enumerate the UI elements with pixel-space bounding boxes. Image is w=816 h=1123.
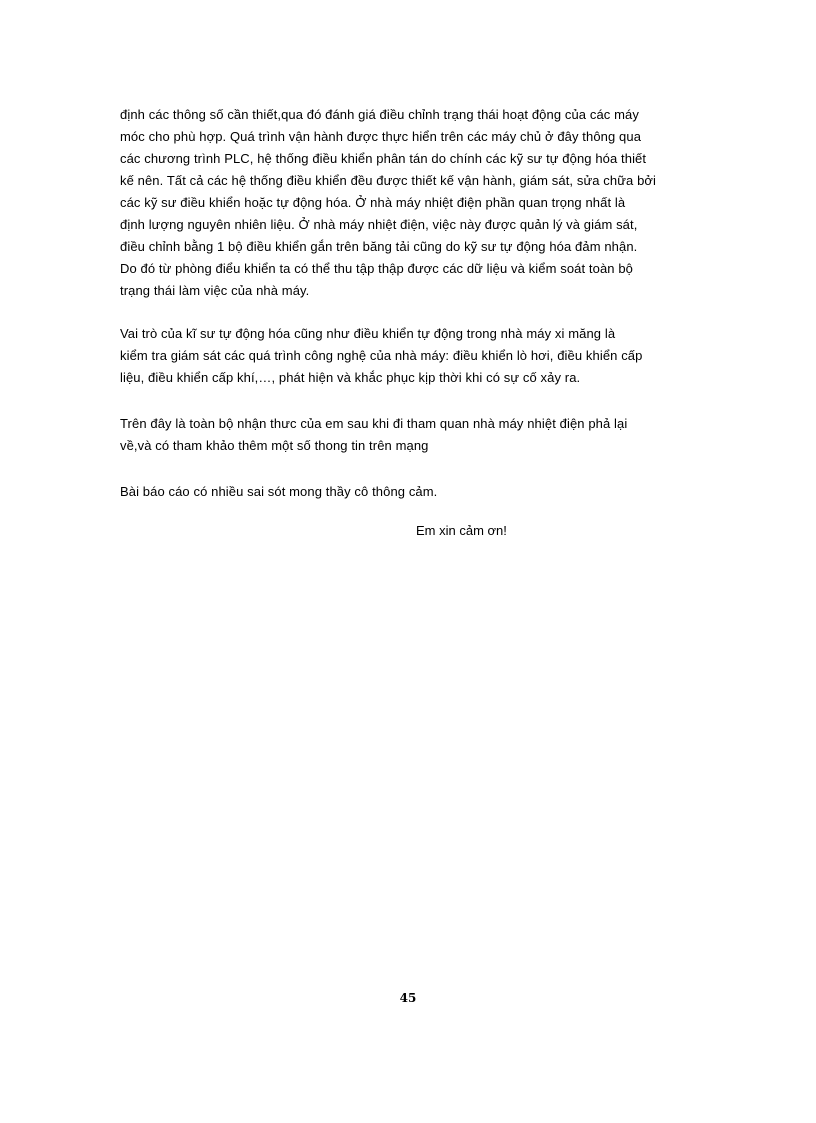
paragraph-line: Do đó từ phòng điểu khiển ta có thể thu tập thập được các dữ liệu và kiểm soát toàn bộ: [120, 261, 633, 276]
paragraph-line: Vai trò của kĩ sư tự động hóa cũng như điều khiển tự động trong nhà máy xi măng là: [120, 326, 616, 341]
paragraph-line: móc cho phù hợp. Quá trình vận hành được thực hiển trên các máy chủ ở đây thông qua: [120, 129, 642, 144]
paragraph-line: Bài báo cáo có nhiều sai sót mong thầy cô thông cảm.: [120, 484, 438, 499]
paragraph-engineer-role: [120, 323, 700, 389]
paragraph-line: Trên đây là toàn bộ nhận thưc của em sau khi đi tham quan nhà máy nhiệt điện phả lại: [120, 416, 628, 431]
paragraph-line: các kỹ sư điều khiển hoặc tự động hóa. Ở nhà máy nhiệt điện phần quan trọng nhất là: [120, 195, 626, 210]
page-number: 45: [399, 991, 417, 1005]
paragraph-line: kiểm tra giám sát các quá trình công nghệ của nhà máy: điều khiển lò hơi, điều khiển cấp: [120, 348, 643, 363]
closing-signature: Em xin cảm ơn!: [416, 523, 507, 538]
paragraph-line: kế nên. Tất cả các hệ thống điều khiển đều được thiết kế vận hành, giám sát, sửa chữa bởi: [120, 173, 657, 188]
paragraph-line: định các thông số cần thiết,qua đó đánh giá điều chỉnh trạng thái hoạt động của các máy: [120, 107, 639, 122]
paragraph-line: về,và có tham khảo thêm một số thong tin trên mạng: [120, 438, 429, 453]
paragraph-apology: [120, 481, 700, 503]
paragraph-line: liệu, điều khiển cấp khí,…, phát hiện và khắc phục kịp thời khi có sự cố xảy ra.: [120, 370, 581, 385]
paragraph-line: điều chỉnh bằng 1 bộ điều khiển gắn trên băng tải cũng do kỹ sư tự động hóa đảm nhận.: [120, 239, 638, 254]
paragraph-line: trạng thái làm việc của nhà máy.: [120, 283, 310, 298]
paragraph-line: các chương trình PLC, hệ thống điều khiển phân tán do chính các kỹ sư tự động hóa thiết: [120, 151, 647, 166]
paragraph-summary: [120, 413, 700, 457]
paragraph-operations: [120, 104, 700, 302]
paragraph-line: định lượng nguyên nhiên liệu. Ở nhà máy nhiệt điện, việc này được quản lý và giám sát,: [120, 217, 638, 232]
